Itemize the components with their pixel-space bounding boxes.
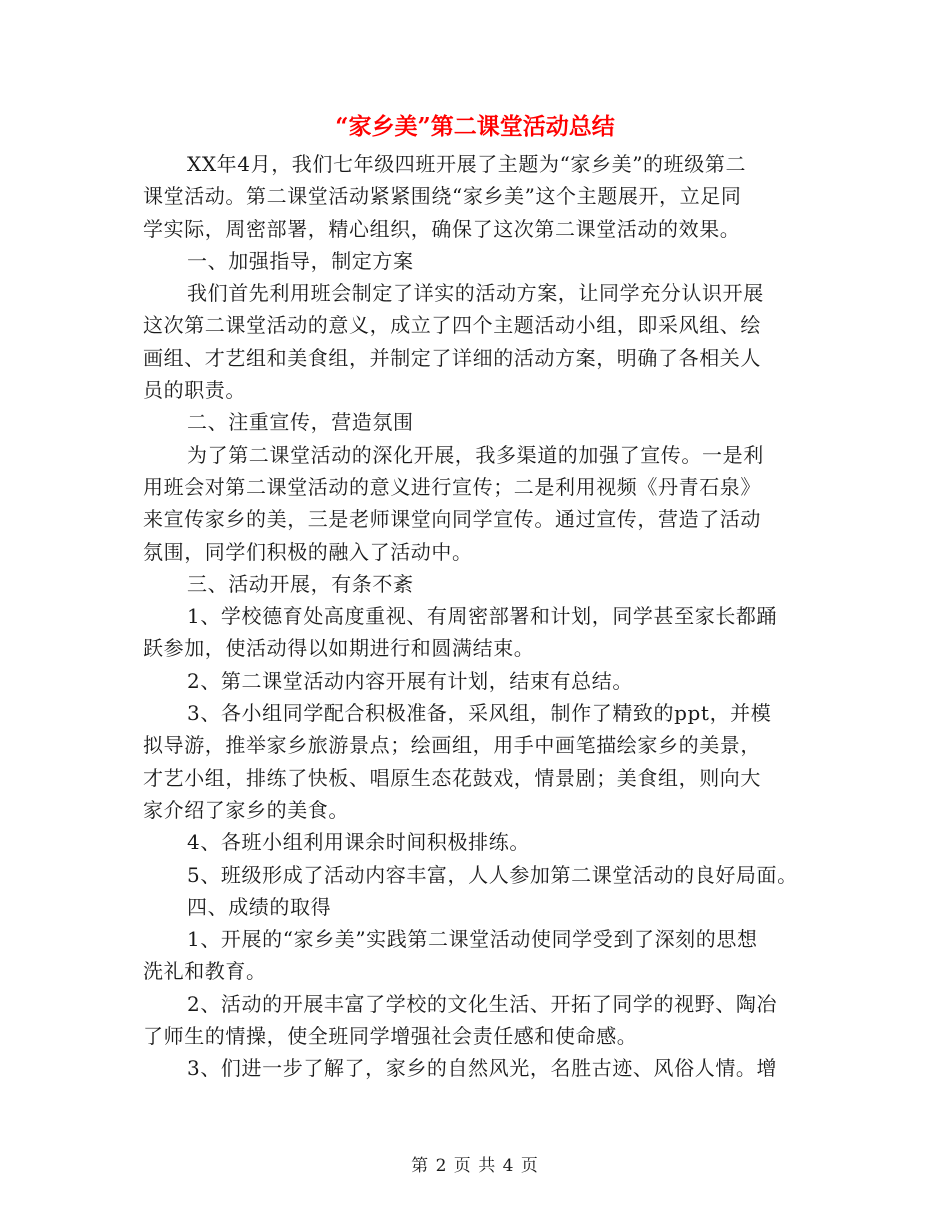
text-line: 家介绍了家乡的美食。 [143, 797, 349, 822]
text-line: 画组、才艺组和美食组，并制定了详细的活动方案，明确了各相关人 [143, 345, 761, 370]
text-line: 学实际，周密部署，精心组织，确保了这次第二课堂活动的效果。 [143, 216, 741, 241]
text-line: 课堂活动。第二课堂活动紧紧围绕“家乡美”这个主题展开，立足同 [143, 184, 742, 209]
text-line: 1、学校德育处高度重视、有周密部署和计划，同学甚至家长都踊 [187, 604, 778, 629]
text-line: 三、活动开展，有条不紊 [187, 571, 414, 596]
text-line: 员的职责。 [143, 378, 246, 403]
text-line: 5、班级形成了活动内容丰富，人人参加第二课堂活动的良好局面。 [187, 862, 798, 887]
text-line: 3、各小组同学配合积极准备，采风组，制作了精致的ppt，并模 [187, 701, 772, 726]
text-line: 了师生的情操，使全班同学增强社会责任感和使命感。 [143, 1024, 638, 1049]
text-line: 我们首先利用班会制定了详实的活动方案，让同学充分认识开展 [187, 281, 764, 306]
text-line: 拟导游，推举家乡旅游景点；绘画组，用手中画笔描绘家乡的美景， [143, 733, 761, 758]
text-line: 二、注重宣传，营造氛围 [187, 410, 414, 435]
page-footer: 第 2 页 共 4 页 [411, 1156, 539, 1176]
text-line: 四、成绩的取得 [187, 894, 332, 919]
text-line: 2、活动的开展丰富了学校的文化生活、开拓了同学的视野、陶冶 [187, 991, 778, 1016]
text-line: 2、第二课堂活动内容开展有计划，结束有总结。 [187, 668, 633, 693]
text-line: 一、加强指导，制定方案 [187, 248, 414, 273]
text-line: 1、开展的“家乡美”实践第二课堂活动使同学受到了深刻的思想 [187, 927, 758, 952]
text-line: 3、们进一步了解了，家乡的自然风光，名胜古迹、风俗人情。增 [187, 1056, 778, 1081]
document-title: “家乡美”第二课堂活动总结 [335, 113, 615, 140]
text-line: 才艺小组，排练了快板、唱原生态花鼓戏，情景剧；美食组，则向大 [143, 765, 761, 790]
text-line: 4、各班小组利用课余时间积极排练。 [187, 830, 530, 855]
text-line: 氛围，同学们积极的融入了活动中。 [143, 539, 473, 564]
text-line: 来宣传家乡的美，三是老师课堂向同学宣传。通过宣传，营造了活动 [143, 507, 761, 532]
text-line: 洗礼和教育。 [143, 959, 267, 984]
text-line: 这次第二课堂活动的意义，成立了四个主题活动小组，即采风组、绘 [143, 313, 761, 338]
text-line: XX年4月，我们七年级四班开展了主题为“家乡美”的班级第二 [187, 152, 747, 176]
text-line: 用班会对第二课堂活动的意义进行宣传；二是利用视频《丹青石泉》 [143, 474, 761, 499]
text-line: 跃参加，使活动得以如期进行和圆满结束。 [143, 636, 535, 661]
document-body [143, 148, 823, 1085]
text-line: 为了第二课堂活动的深化开展，我多渠道的加强了宣传。一是利 [187, 442, 764, 467]
